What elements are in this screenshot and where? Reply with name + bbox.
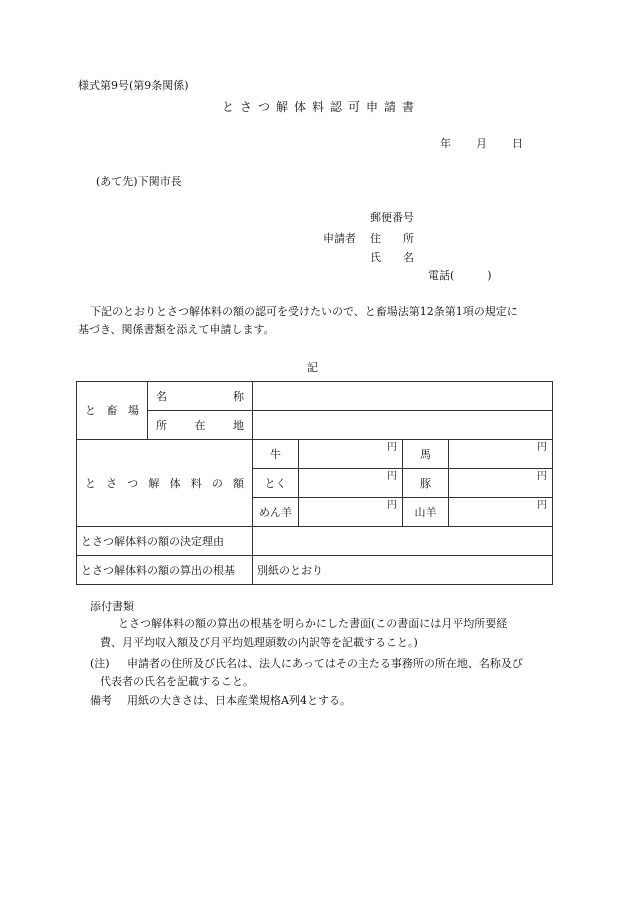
fee-field-calf[interactable] <box>299 469 403 498</box>
remark-text: 用紙の大きさは、日本産業規格A列4とする。 <box>127 694 351 707</box>
ki-heading: 記 <box>307 361 318 374</box>
name-label-char: 称 <box>233 389 244 403</box>
location-label-cell <box>148 411 253 440</box>
slaughterhouse-name-field[interactable] <box>253 382 553 411</box>
slaughterhouse-label-char: 場 <box>128 404 139 417</box>
note-line1: 申請者の住所及び氏名は、法人にあってはその主たる事務所の所在地、名称及び <box>127 657 523 670</box>
attached-documents-line2: 費、月平均収入額及び月平均処理頭数の内訳等を記載すること。) <box>100 636 418 649</box>
animal-label-pig: 豚 <box>403 469 449 498</box>
animal-label-goat: 山羊 <box>403 498 449 527</box>
location-label-char: 所 <box>156 418 167 432</box>
yen-unit: 円 <box>387 471 397 482</box>
name-label-char: 名 <box>156 389 167 403</box>
fee-field-sheep[interactable] <box>299 498 403 527</box>
fee-label-char: と <box>85 476 96 490</box>
date-year: 年 <box>440 137 451 150</box>
fee-label-char: さ <box>106 476 118 490</box>
attached-documents-title: 添付書類 <box>90 600 134 613</box>
attached-documents-line1: とさつ解体料の額の算出の根基を明らかにした書面(この書面には月平均所要経 <box>118 617 508 630</box>
body-text-line1: 下記のとおりとさつ解体料の額の認可を受けたいので、と畜場法第12条第1項の規定に <box>90 305 518 318</box>
phone-label: 電話( ) <box>428 269 492 282</box>
slaughterhouse-label-char: と <box>85 404 96 417</box>
yen-unit: 円 <box>537 442 547 453</box>
fee-field-horse[interactable] <box>449 440 553 469</box>
reason-label-cell: とさつ解体料の額の決定理由 <box>77 527 253 556</box>
date-month: 月 <box>476 137 487 150</box>
animal-label-sheep: めん羊 <box>253 498 299 527</box>
note-line2: 代表者の氏名を記載すること。 <box>100 675 254 688</box>
name-label-cell <box>148 382 253 411</box>
fee-label-char: つ <box>127 476 139 490</box>
addressee: (あて先)下関市長 <box>96 175 182 188</box>
animal-label-horse: 馬 <box>403 440 449 469</box>
fee-label-char: 額 <box>232 476 244 490</box>
application-table <box>76 381 553 585</box>
reason-field[interactable] <box>253 527 553 556</box>
slaughterhouse-label-char: 畜 <box>106 404 118 417</box>
note-label: (注) <box>90 657 110 670</box>
basis-value: 別紙のとおり <box>253 556 553 585</box>
page-title: とさつ解体料認可申請書 <box>222 100 421 114</box>
applicant-label: 申請者 <box>323 232 356 245</box>
fee-label-char: の <box>211 476 223 490</box>
yen-unit: 円 <box>387 442 397 453</box>
slaughterhouse-location-field[interactable] <box>253 411 553 440</box>
address-label: 住 所 <box>370 232 414 245</box>
name-label: 氏 名 <box>370 251 414 264</box>
fee-field-pig[interactable] <box>449 469 553 498</box>
basis-label-cell: とさつ解体料の額の算出の根基 <box>77 556 253 585</box>
date-day: 日 <box>512 137 523 150</box>
remark-label: 備考 <box>90 694 112 707</box>
yen-unit: 円 <box>537 500 547 511</box>
body-text-line2: 基づき、関係書類を添えて申請します。 <box>78 323 275 336</box>
yen-unit: 円 <box>537 471 547 482</box>
slaughterhouse-label-cell <box>77 382 148 440</box>
yen-unit: 円 <box>387 500 397 511</box>
location-label-char: 地 <box>233 418 244 432</box>
fee-label-char: 解 <box>148 476 160 490</box>
fee-label-char: 料 <box>190 476 202 490</box>
location-label-char: 在 <box>194 418 206 432</box>
fee-field-goat[interactable] <box>449 498 553 527</box>
animal-label-cattle: 牛 <box>253 440 299 469</box>
form-number: 様式第9号(第9条関係) <box>78 79 189 92</box>
animal-label-calf: とく <box>253 469 299 498</box>
fee-label-char: 体 <box>169 476 181 490</box>
postal-code-label: 郵便番号 <box>370 211 414 224</box>
fee-label-cell <box>77 440 253 527</box>
fee-field-cattle[interactable] <box>299 440 403 469</box>
